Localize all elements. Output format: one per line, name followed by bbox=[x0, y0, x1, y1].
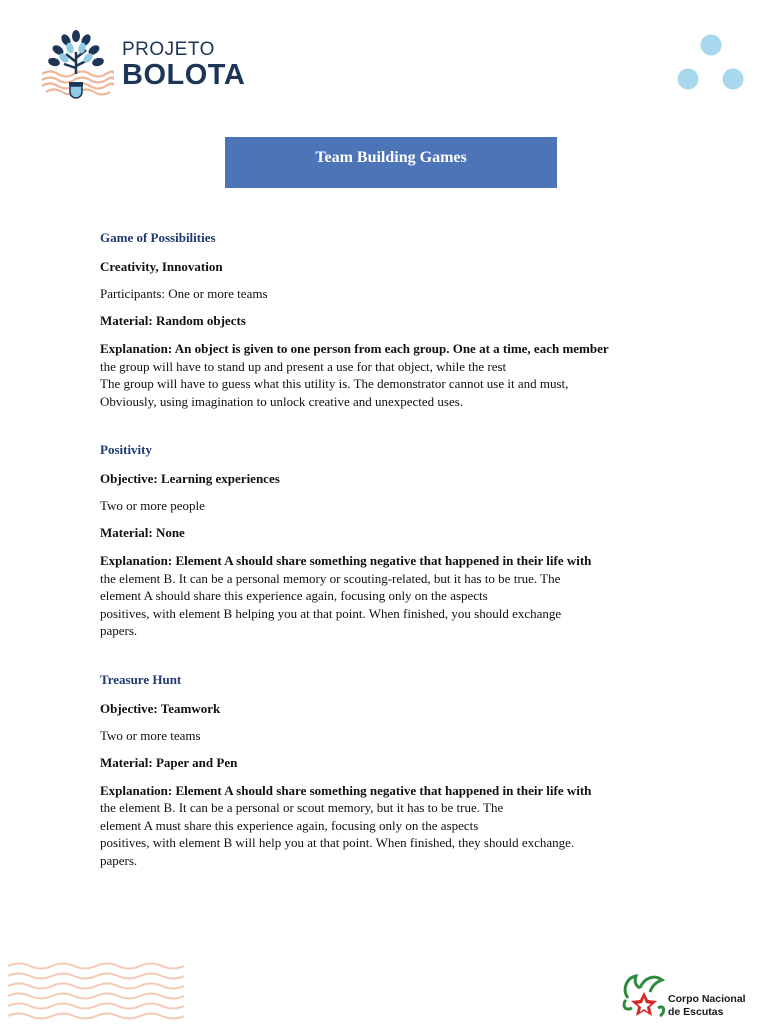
page-title: Team Building Games bbox=[315, 148, 467, 166]
game-section-possibilities bbox=[100, 230, 680, 410]
page-title-box bbox=[225, 137, 557, 188]
game-participants: Participants: One or more teams bbox=[100, 286, 268, 301]
game-participants: Two or more people bbox=[100, 498, 205, 513]
game-section-treasure-hunt bbox=[100, 672, 680, 870]
cne-text-line2: de Escutas bbox=[668, 1006, 724, 1018]
game-explanation-lead: Explanation: Element A should share something negative that happened in their life with bbox=[100, 782, 592, 798]
corpo-nacional-de-escutas-logo bbox=[618, 968, 758, 1020]
game-explanation-lead: Explanation: Element A should share something negative that happened in their life with bbox=[100, 553, 592, 568]
game-explanation-line: Obviously, using imagination to unlock creative and unexpected uses. bbox=[100, 393, 464, 409]
game-objective: Creativity, Innovation bbox=[100, 259, 223, 274]
game-explanation-line: papers. bbox=[100, 852, 138, 868]
wave-lines-decoration-icon bbox=[8, 960, 184, 1022]
three-dots-decoration-icon bbox=[676, 32, 748, 94]
game-explanation-line: positives, with element B will help you at that point. When finished, they should exchange. bbox=[100, 835, 575, 850]
game-title: Game of Possibilities bbox=[100, 230, 216, 245]
game-explanation-line: the element B. It can be a personal memory or scouting-related, but it has to be true. The bbox=[100, 570, 561, 586]
logo-text-bolota: BOLOTA bbox=[122, 59, 246, 91]
game-objective: Objective: Learning experiences bbox=[100, 471, 280, 486]
game-explanation-line: The group will have to guess what this utility is. The demonstrator cannot use it and must, bbox=[100, 376, 569, 391]
game-explanation-line: positives, with element B helping you at that point. When finished, you should exchange bbox=[100, 605, 562, 621]
game-explanation-line: the group will have to stand up and present a use for that object, while the rest bbox=[100, 358, 507, 374]
game-explanation-line: the element B. It can be a personal or scout memory, but it has to be true. The bbox=[100, 800, 504, 815]
game-explanation-lead: Explanation: An object is given to one person from each group. One at a time, each member bbox=[100, 341, 609, 356]
game-explanation-line: papers. bbox=[100, 623, 138, 638]
game-title: Treasure Hunt bbox=[100, 671, 182, 687]
game-explanation-line: element A must share this experience again, focusing only on the aspects bbox=[100, 817, 479, 833]
oak-tree-acorn-logo-icon bbox=[40, 28, 114, 102]
game-objective: Objective: Teamwork bbox=[100, 700, 221, 716]
game-title: Positivity bbox=[100, 442, 152, 457]
game-section-positivity bbox=[100, 442, 680, 640]
projeto-bolota-logo bbox=[40, 28, 260, 102]
cne-text-line1: Corpo Nacional bbox=[668, 993, 746, 1005]
game-material: Material: Random objects bbox=[100, 313, 246, 328]
game-explanation-line: element A should share this experience again, focusing only on the aspects bbox=[100, 588, 488, 603]
logo-text-projeto: PROJETO bbox=[122, 39, 215, 60]
games-content bbox=[100, 230, 680, 901]
game-participants: Two or more teams bbox=[100, 727, 201, 743]
game-material: Material: Paper and Pen bbox=[100, 754, 238, 770]
cne-scout-emblem-icon bbox=[618, 968, 668, 1020]
game-material: Material: None bbox=[100, 525, 185, 540]
